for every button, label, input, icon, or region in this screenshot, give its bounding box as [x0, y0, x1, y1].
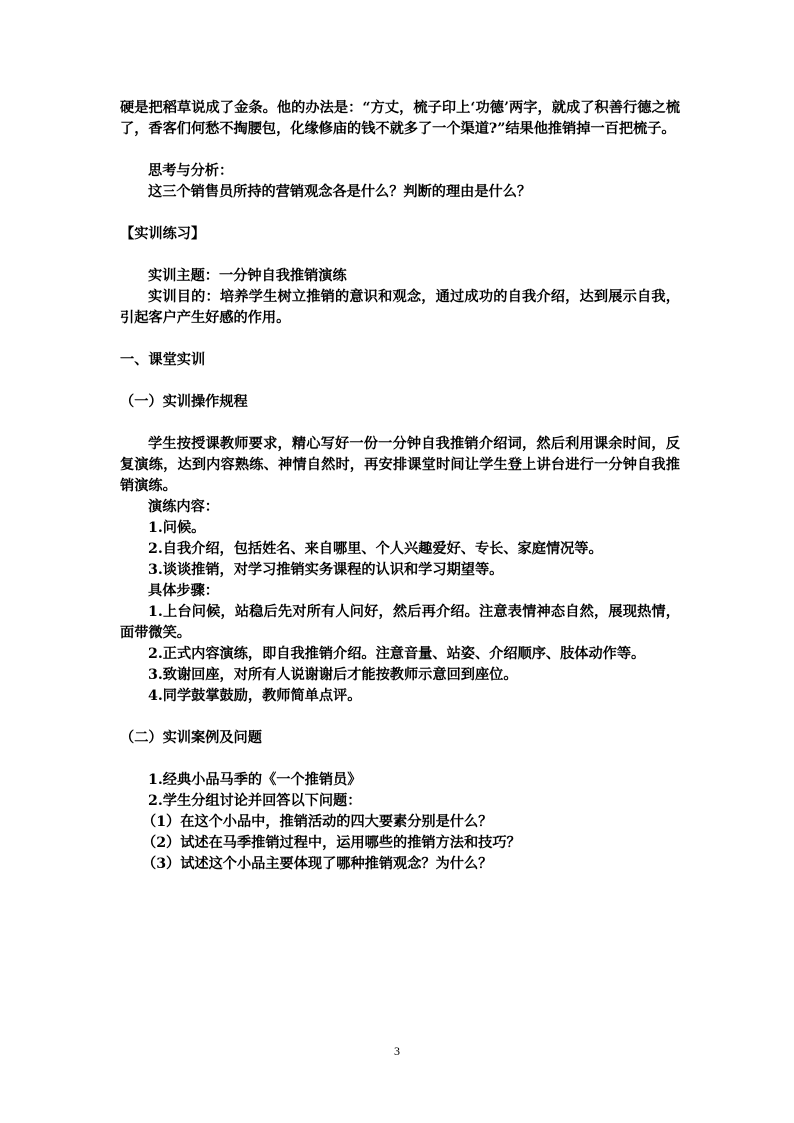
intro-paragraph: 硬是把稻草说成了金条。他的办法是：“方丈，梳子印上‘功德’两字，就成了积善行德之梳了，香客们何愁不掏腰包，化缘修庙的钱不就多了一个渠道?”结果他推销掉一百把梳子。	[120, 100, 680, 137]
case-item: 2.学生分组讨论并回答以下问题：	[148, 793, 362, 809]
practice-theme: 实训主题：一分钟自我推销演练	[148, 268, 347, 284]
step-item: 3.致谢回座，对所有人说谢谢后才能按教师示意回到座位。	[148, 667, 518, 683]
step-item: 4.同学鼓掌鼓励，教师简单点评。	[148, 688, 362, 704]
content-heading: 演练内容：	[148, 499, 219, 515]
subsection-2-heading: （二）实训案例及问题	[120, 730, 262, 746]
content-item: 2.自我介绍，包括姓名、来自哪里、个人兴趣爱好、专长、家庭情况等。	[148, 541, 603, 557]
steps-heading: 具体步骤：	[148, 583, 219, 599]
case-question: （1）在这个小品中，推销活动的四大要素分别是什么？	[142, 814, 493, 830]
subsection-1-heading: （一）实训操作规程	[120, 394, 248, 410]
section-1-heading: 一、课堂实训	[120, 352, 206, 368]
case-item: 1.经典小品马季的《一个推销员》	[148, 772, 362, 788]
case-question: （2）试述在马季推销过程中，运用哪些的推销方法和技巧？	[142, 835, 521, 851]
procedure-paragraph: 学生按授课教师要求，精心写好一份一分钟自我推销介绍词，然后利用课余时间，反复演练，达到内容熟练、神情自然时，再安排课堂时间让学生登上讲台进行一分钟自我推销演练。	[120, 436, 680, 494]
thinking-heading: 思考与分析：	[148, 163, 234, 179]
case-question: （3）试述这个小品主要体现了哪种推销观念？为什么？	[142, 856, 493, 872]
practice-heading: 【实训练习】	[120, 226, 206, 242]
content-item: 3.谈谈推销，对学习推销实务课程的认识和学习期望等。	[148, 562, 504, 578]
content-item: 1.问候。	[148, 520, 206, 536]
page-body	[120, 98, 680, 875]
step-item: 1.上台问候，站稳后先对所有人问好，然后再介绍。注意表情神态自然，展现热情，面带微笑。	[120, 604, 680, 641]
thinking-question: 这三个销售员所持的营销观念各是什么？判断的理由是什么？	[148, 184, 532, 200]
practice-goal: 实训目的：培养学生树立推销的意识和观念，通过成功的自我介绍，达到展示自我，引起客户产生好感的作用。	[120, 289, 680, 326]
page-number: 3	[394, 1044, 400, 1058]
step-item: 2.正式内容演练，即自我推销介绍。注意音量、站姿、介绍顺序、肢体动作等。	[148, 646, 646, 662]
